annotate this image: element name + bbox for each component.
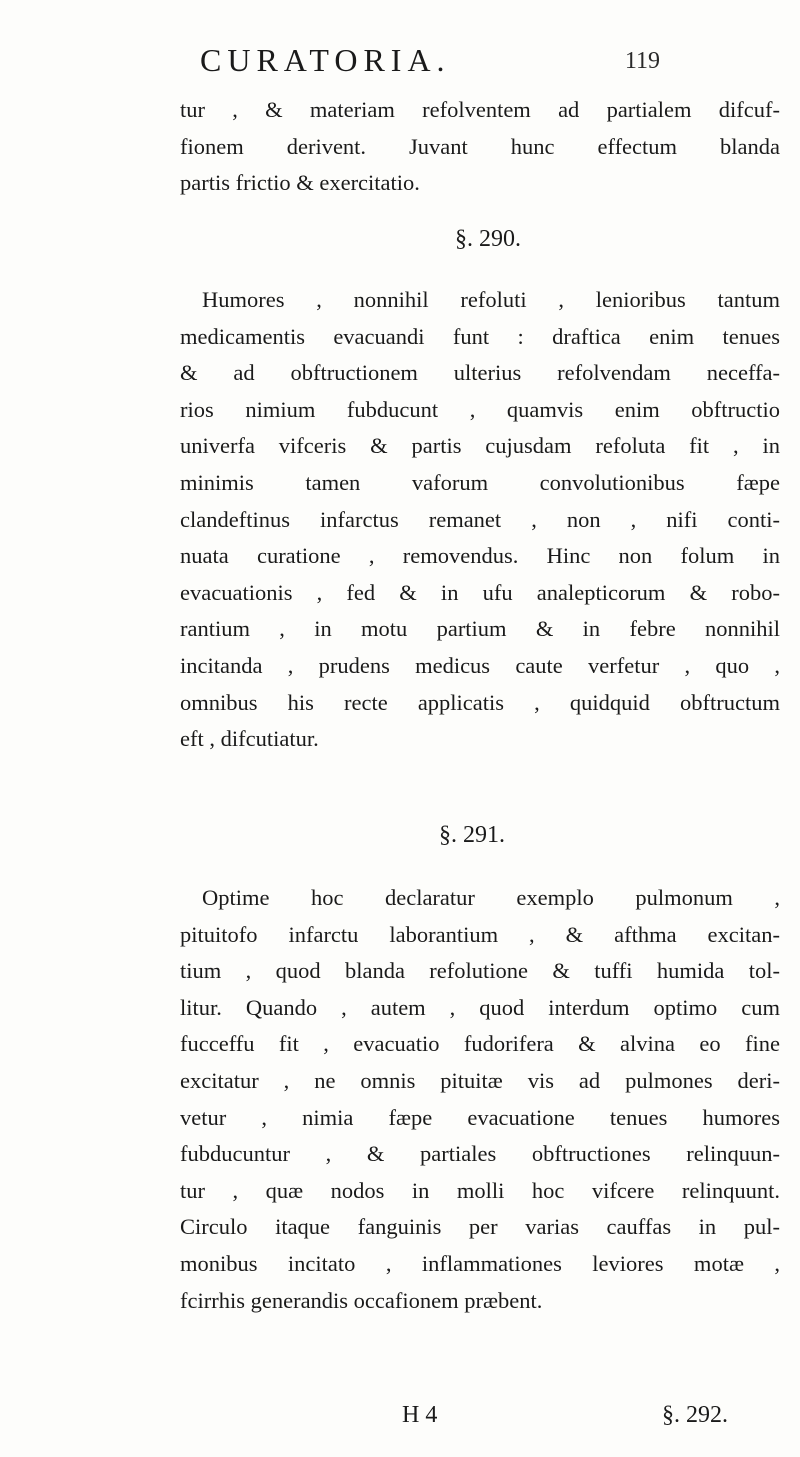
- section-heading-290: §. 290.: [455, 226, 521, 252]
- section-heading-291: §. 291.: [439, 822, 505, 848]
- text-line: univerfa vifceris & partis cujusdam refoluta fit , in: [180, 433, 780, 459]
- text-line: incitanda , prudens medicus caute verfetur , quo ,: [180, 652, 780, 678]
- text-line: omnibus his recte applicatis , quidquid obftructum: [180, 689, 780, 715]
- text-line: & ad obftructionem ulterius refolvendam neceffa-: [180, 360, 780, 386]
- text-line: fionem derivent. Juvant hunc effectum blanda: [180, 133, 780, 159]
- page-number: 119: [624, 48, 660, 74]
- text-line: Optime hoc declaratur exemplo pulmonum ,: [202, 885, 780, 910]
- text-line: Humores , nonnihil refoluti , lenioribus tantum: [202, 287, 780, 312]
- text-line: tur , & materiam refolventem ad partialem difcuf-: [180, 97, 780, 122]
- running-head: [200, 42, 660, 82]
- text-line: tur , quæ nodos in molli hoc vifcere relinquunt.: [180, 1177, 780, 1203]
- text-line: vetur , nimia fæpe evacuatione tenues humores: [180, 1104, 780, 1130]
- text-line: clandeftinus infarctus remanet , non , nifi conti-: [180, 506, 780, 532]
- text-line: fcirrhis generandis occafionem præbent.: [180, 1287, 543, 1313]
- catchword: §. 292.: [662, 1402, 728, 1428]
- text-line: pituitofo infarctu laborantium , & afthma excitan-: [180, 921, 780, 947]
- text-line: eft , difcutiatur.: [180, 726, 319, 752]
- text-line: fubducuntur , & partiales obftructiones relinquun-: [180, 1141, 780, 1167]
- text-line: excitatur , ne omnis pituitæ vis ad pulmones deri-: [180, 1067, 780, 1093]
- text-line: partis frictio & exercitatio.: [180, 170, 420, 196]
- text-line: nuata curatione , removendus. Hinc non folum in: [180, 543, 780, 569]
- text-line: monibus incitato , inflammationes leviores motæ ,: [180, 1250, 780, 1276]
- text-line: litur. Quando , autem , quod interdum optimo cum: [180, 994, 780, 1020]
- text-line: tium , quod blanda refolutione & tuffi humida tol-: [180, 958, 780, 984]
- text-line: fucceffu fit , evacuatio fudorifera & alvina eo fine: [180, 1031, 780, 1057]
- text-line: rios nimium fubducunt , quamvis enim obftructio: [180, 396, 780, 422]
- running-title: CURATORIA.: [200, 42, 451, 78]
- section-291-body: [180, 880, 780, 1319]
- continued-paragraph: [180, 92, 780, 202]
- text-line: evacuationis , fed & in ufu analepticorum & robo-: [180, 579, 780, 605]
- signature-mark: H 4: [402, 1402, 438, 1428]
- text-line: Circulo itaque fanguinis per varias cauffas in pul-: [180, 1214, 780, 1240]
- text-line: rantium , in motu partium & in febre nonnihil: [180, 616, 780, 642]
- text-line: medicamentis evacuandi funt : draftica enim tenues: [180, 323, 780, 349]
- text-line: minimis tamen vaforum convolutionibus fæpe: [180, 469, 780, 495]
- section-290-body: [180, 282, 780, 758]
